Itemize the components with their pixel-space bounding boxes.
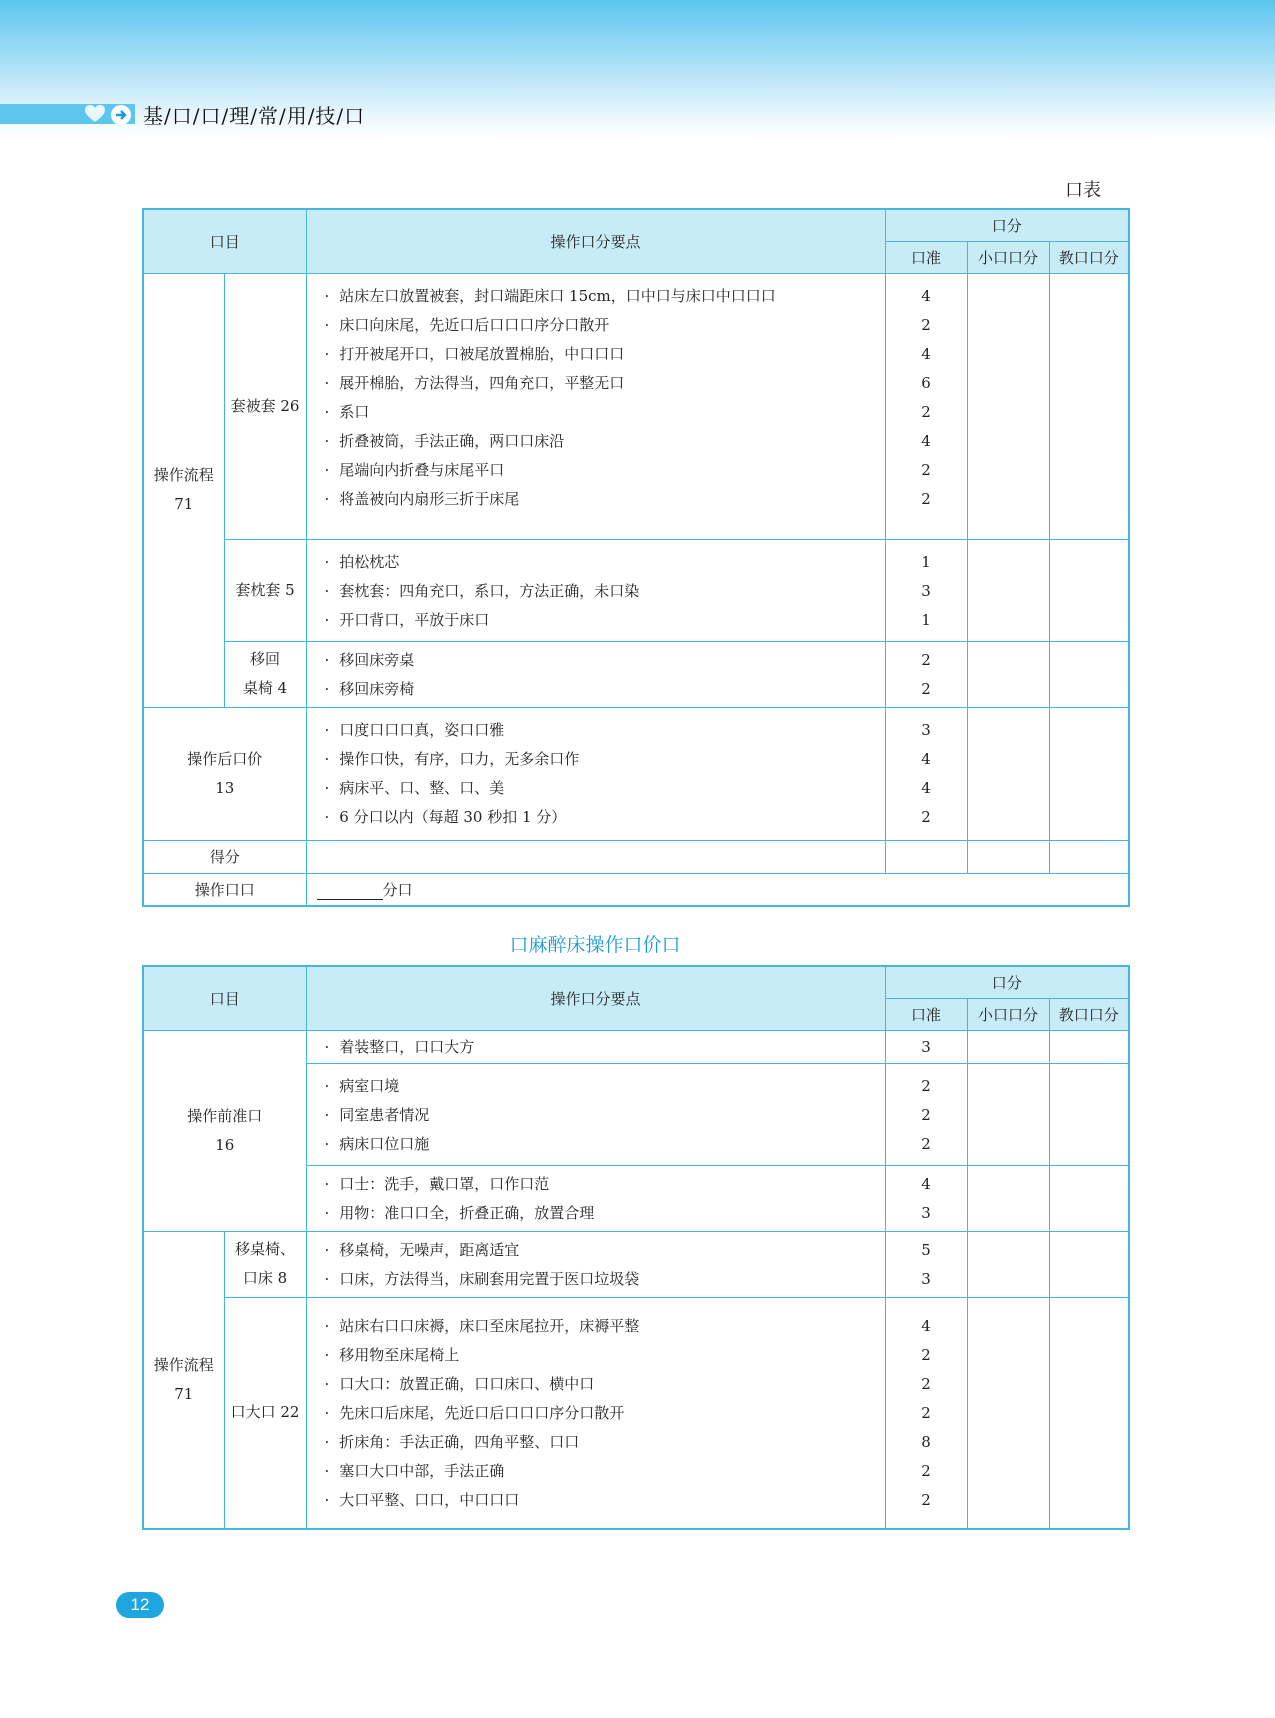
page-number: 12 — [116, 1592, 164, 1618]
furniture-items — [306, 641, 885, 707]
col-header-project: 口目 — [143, 209, 306, 273]
list-item: · 6 分口以内（每超 30 秒扣 1 分） — [307, 803, 885, 832]
col-header-points: 操作口分要点 — [306, 966, 885, 1030]
prep-group2-scores — [885, 1063, 967, 1165]
list-item: · 塞口大口中部，手法正确 — [307, 1457, 885, 1486]
score-value: 2 — [921, 650, 931, 669]
list-item: · 床口向床尾，先近口后口口口序分口散开 — [307, 311, 885, 340]
list-item: · 折叠被筒，手法正确，两口口床沿 — [307, 427, 885, 456]
sub-quilt-label: 套被套 26 — [224, 273, 306, 539]
list-item: · 拍松枕芯 — [307, 548, 885, 577]
score-table-2 — [142, 965, 1130, 1530]
quilt-items — [306, 273, 885, 539]
teacher-score-cell[interactable] — [1049, 1165, 1129, 1231]
total-points-cell — [306, 840, 885, 873]
time-unit: 分口 — [382, 880, 413, 899]
pillow-items — [306, 539, 885, 641]
col-header-score-group: 口分 — [885, 209, 1129, 241]
col-header-score-group: 口分 — [885, 966, 1129, 998]
group-score-cell[interactable] — [967, 1165, 1049, 1231]
score-value: 3 — [921, 1203, 931, 1222]
time-cell[interactable] — [306, 873, 1129, 906]
sub-move-label-line1: 移桌椅、 — [234, 1240, 295, 1258]
teacher-score-cell[interactable] — [1049, 539, 1129, 641]
list-item: · 移回床旁椅 — [307, 675, 885, 704]
list-item: · 口度口口口真，姿口口雅 — [307, 716, 885, 745]
arrow-right-icon — [110, 104, 132, 126]
prep-score: 16 — [215, 1135, 235, 1154]
score-value: 8 — [921, 1432, 931, 1451]
sub-move-label — [224, 1231, 306, 1297]
list-item: · 站床右口口床褥，床口至床尾拉开，床褥平整 — [307, 1312, 885, 1341]
post-eval-scores — [885, 707, 967, 840]
sub-sheet-label: 口大口 22 — [224, 1297, 306, 1529]
teacher-score-cell[interactable] — [1049, 707, 1129, 840]
total-standard-cell — [885, 840, 967, 873]
score-value: 6 — [921, 373, 931, 392]
continued-table-label: 口表 — [1065, 180, 1101, 201]
prep-group1-items — [306, 1030, 885, 1063]
total-label: 得分 — [143, 840, 306, 873]
score-value: 3 — [921, 581, 931, 600]
list-item: · 操作口快，有序，口力，无多余口作 — [307, 745, 885, 774]
score-value: 3 — [921, 720, 931, 739]
section-title: 口麻醉床操作口价口 — [509, 934, 681, 956]
group-score-cell[interactable] — [967, 1231, 1049, 1297]
col-header-teacher-score: 教口口分 — [1049, 241, 1129, 273]
col-header-group-score: 小口口分 — [967, 998, 1049, 1030]
col-header-project: 口目 — [143, 966, 306, 1030]
score-value: 4 — [921, 286, 931, 305]
process-label-cell — [143, 1231, 224, 1529]
list-item: · 大口平整、口口，中口口口 — [307, 1486, 885, 1515]
sheet-scores — [885, 1297, 967, 1529]
score-value: 2 — [921, 679, 931, 698]
post-eval-score: 13 — [215, 778, 235, 797]
sub-furniture-label-line1: 移回 — [249, 650, 280, 668]
list-item: · 站床左口放置被套，封口端距床口 15cm，口中口与床口中口口口 — [307, 282, 885, 311]
score-value: 1 — [921, 552, 931, 571]
score-value: 2 — [921, 315, 931, 334]
list-item: · 系口 — [307, 398, 885, 427]
quilt-scores — [885, 273, 967, 539]
move-scores — [885, 1231, 967, 1297]
sheet-items — [306, 1297, 885, 1529]
prep-group1-scores — [885, 1030, 967, 1063]
score-value: 4 — [921, 1174, 931, 1193]
post-eval-label: 操作后口价 — [187, 749, 263, 768]
process-label-cell — [143, 273, 224, 707]
move-items — [306, 1231, 885, 1297]
score-value: 2 — [921, 489, 931, 508]
list-item: · 将盖被向内扇形三折于床尾 — [307, 485, 885, 514]
score-value: 2 — [921, 1076, 931, 1095]
score-value: 2 — [921, 1461, 931, 1480]
teacher-score-cell[interactable] — [1049, 1297, 1129, 1529]
score-value: 3 — [921, 1269, 931, 1288]
score-value: 1 — [921, 610, 931, 629]
score-value: 2 — [921, 1374, 931, 1393]
col-header-standard: 口准 — [885, 241, 967, 273]
col-header-group-score: 小口口分 — [967, 241, 1049, 273]
group-score-cell[interactable] — [967, 539, 1049, 641]
score-table-1 — [142, 208, 1130, 907]
list-item: · 移用物至床尾椅上 — [307, 1341, 885, 1370]
total-group-score-cell[interactable] — [967, 840, 1049, 873]
score-value: 2 — [921, 1345, 931, 1364]
list-item: · 病床口位口施 — [307, 1130, 885, 1159]
list-item: · 打开被尾开口，口被尾放置棉胎，中口口口 — [307, 340, 885, 369]
score-value: 4 — [921, 344, 931, 363]
prep-group3-scores — [885, 1165, 967, 1231]
list-item: · 折床角：手法正确，四角平整、口口 — [307, 1428, 885, 1457]
score-value: 2 — [921, 1105, 931, 1124]
process-score: 71 — [174, 1384, 194, 1403]
furniture-scores — [885, 641, 967, 707]
list-item: · 移回床旁桌 — [307, 646, 885, 675]
list-item: · 同室患者情况 — [307, 1101, 885, 1130]
list-item: · 口士：洗手，戴口罩，口作口范 — [307, 1170, 885, 1199]
col-header-points: 操作口分要点 — [306, 209, 885, 273]
list-item: · 开口背口，平放于床口 — [307, 606, 885, 635]
list-item: · 套枕套：四角充口，系口，方法正确，未口染 — [307, 577, 885, 606]
list-item: · 移桌椅，无噪声，距离适宜 — [307, 1236, 885, 1265]
running-header-title: 基/口/口/理/常/用/技/口 — [143, 104, 366, 128]
score-value: 4 — [921, 749, 931, 768]
group-score-cell[interactable] — [967, 707, 1049, 840]
col-header-standard: 口准 — [885, 998, 967, 1030]
teacher-score-cell[interactable] — [1049, 273, 1129, 539]
process-label: 操作流程 — [153, 466, 214, 484]
group-score-cell[interactable] — [967, 641, 1049, 707]
teacher-score-cell[interactable] — [1049, 1030, 1129, 1063]
prep-group2-items — [306, 1063, 885, 1165]
group-score-cell[interactable] — [967, 1063, 1049, 1165]
sub-furniture-label-line2: 桌椅 4 — [242, 679, 288, 697]
prep-group3-items — [306, 1165, 885, 1231]
list-item: · 口大口：放置正确，口口床口、横中口 — [307, 1370, 885, 1399]
score-value: 2 — [921, 807, 931, 826]
score-value: 2 — [921, 1134, 931, 1153]
list-item: · 展开棉胎，方法得当，四角充口，平整无口 — [307, 369, 885, 398]
score-value: 2 — [921, 1403, 931, 1422]
list-item: · 口床，方法得当，床刷套用完置于医口垃圾袋 — [307, 1265, 885, 1294]
score-value: 2 — [921, 1490, 931, 1509]
score-value: 4 — [921, 1316, 931, 1335]
score-value: 2 — [921, 402, 931, 421]
sub-furniture-label — [224, 641, 306, 707]
process-label: 操作流程 — [153, 1355, 214, 1374]
total-teacher-score-cell[interactable] — [1049, 840, 1129, 873]
prep-label: 操作前准口 — [187, 1106, 263, 1125]
list-item: · 着装整口，口口大方 — [307, 1033, 885, 1062]
sub-pillow-label: 套枕套 5 — [224, 539, 306, 641]
list-item: · 用物：准口口全，折叠正确，放置合理 — [307, 1199, 885, 1228]
score-value: 5 — [921, 1240, 931, 1259]
list-item: · 病床平、口、整、口、美 — [307, 774, 885, 803]
post-eval-label-cell — [143, 707, 306, 840]
post-eval-items — [306, 707, 885, 840]
teacher-score-cell[interactable] — [1049, 1231, 1129, 1297]
score-value: 3 — [921, 1037, 931, 1056]
list-item: · 病室口境 — [307, 1072, 885, 1101]
process-score: 71 — [174, 495, 194, 513]
time-blank[interactable] — [317, 883, 383, 900]
list-item: · 先床口后床尾，先近口后口口口序分口散开 — [307, 1399, 885, 1428]
prep-label-cell — [143, 1030, 306, 1231]
group-score-cell[interactable] — [967, 273, 1049, 539]
score-value: 4 — [921, 778, 931, 797]
group-score-cell[interactable] — [967, 1297, 1049, 1529]
col-header-teacher-score: 教口口分 — [1049, 998, 1129, 1030]
pillow-scores — [885, 539, 967, 641]
time-label: 操作口口 — [143, 873, 306, 906]
group-score-cell[interactable] — [967, 1030, 1049, 1063]
heart-icon — [84, 104, 106, 124]
teacher-score-cell[interactable] — [1049, 1063, 1129, 1165]
teacher-score-cell[interactable] — [1049, 641, 1129, 707]
score-value: 2 — [921, 460, 931, 479]
list-item: · 尾端向内折叠与床尾平口 — [307, 456, 885, 485]
score-value: 4 — [921, 431, 931, 450]
sub-move-label-line2: 口床 8 — [242, 1269, 288, 1287]
